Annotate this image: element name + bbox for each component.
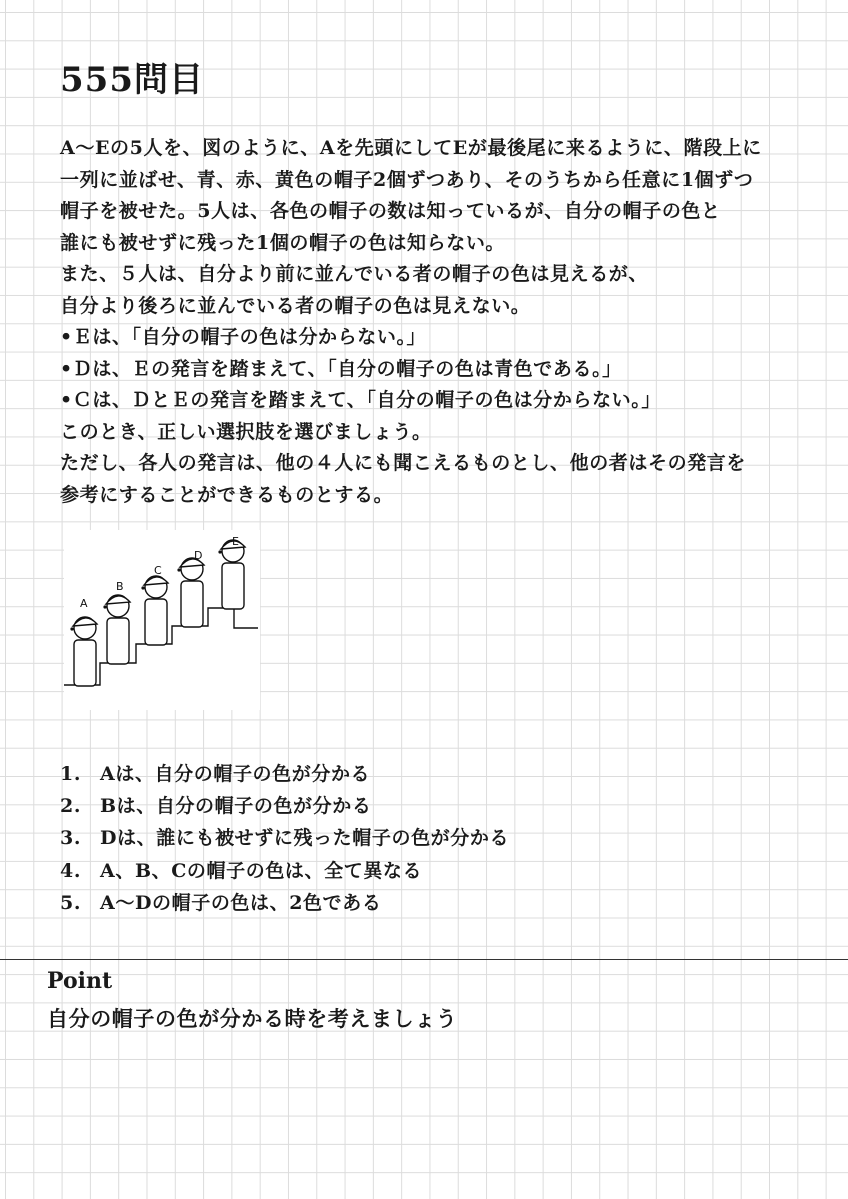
choice-number: 2.	[60, 795, 82, 818]
choice-item[interactable]	[60, 887, 509, 919]
statement-c: •Ｃは、ＤとＥの発言を踏まえて、「自分の帽子の色は分からない。」	[60, 389, 661, 411]
problem-line: 誰にも被せずに残った1個の帽子の色は知らない。	[60, 231, 506, 254]
point-hint: 自分の帽子の色が分かる時を考えましょう	[47, 1006, 458, 1031]
person-c	[141, 576, 168, 645]
problem-line: 参考にすることができるものとする。	[60, 483, 394, 506]
label-c: C	[154, 564, 162, 577]
label-e: E	[232, 535, 239, 548]
choice-number: 4.	[60, 859, 82, 882]
choice-text: Dは、誰にも被せずに残った帽子の色が分かる	[100, 827, 510, 850]
choice-item[interactable]	[60, 758, 509, 790]
person-b	[103, 595, 130, 664]
problem-line: このとき、正しい選択肢を選びましょう。	[60, 420, 432, 443]
choice-text: Aは、自分の帽子の色が分かる	[100, 763, 371, 785]
problem-line: A〜Eの5人を、図のように、Aを先頭にしてEが最後尾に来るように、階段上に	[60, 137, 762, 159]
choice-item[interactable]	[60, 855, 509, 887]
point-heading: Point	[47, 968, 113, 994]
choice-text: A、B、Cの帽子の色は、全て異なる	[100, 859, 423, 882]
statement-d: •Ｄは、Ｅの発言を踏まえて、「自分の帽子の色は青色である。」	[60, 357, 622, 380]
person-e	[218, 540, 245, 609]
problem-line: また、５人は、自分より前に並んでいる者の帽子の色は見えるが、	[60, 263, 649, 285]
person-a	[70, 617, 97, 686]
problem-statement	[60, 133, 830, 511]
person-d	[177, 558, 204, 627]
label-d: D	[194, 549, 203, 562]
label-a: A	[80, 597, 88, 610]
staircase-figure	[64, 530, 260, 710]
staircase-illustration	[64, 530, 260, 710]
page-title: 555問目	[60, 60, 204, 100]
statement-e: •Ｅは、「自分の帽子の色は分からない。」	[60, 326, 427, 348]
choice-item[interactable]	[60, 790, 509, 822]
choice-number: 1.	[60, 763, 82, 785]
choice-text: A〜Dの帽子の色は、2色である	[100, 891, 382, 914]
problem-line: 自分より後ろに並んでいる者の帽子の色は見えない。	[60, 294, 531, 317]
problem-line: 一列に並ばせ、青、赤、黄色の帽子2個ずつあり、そのうちから任意に1個ずつ	[60, 168, 754, 191]
label-b: B	[116, 580, 124, 593]
problem-line: ただし、各人の発言は、他の４人にも聞こえるものとし、他の者はその発言を	[60, 452, 747, 474]
choice-list	[60, 758, 509, 919]
section-divider	[0, 959, 848, 960]
problem-line: 帽子を被せた。5人は、各色の帽子の数は知っているが、自分の帽子の色と	[60, 200, 721, 222]
choice-number: 3.	[60, 827, 82, 850]
choice-item[interactable]	[60, 822, 509, 854]
choice-number: 5.	[60, 891, 82, 914]
choice-text: Bは、自分の帽子の色が分かる	[100, 795, 372, 818]
